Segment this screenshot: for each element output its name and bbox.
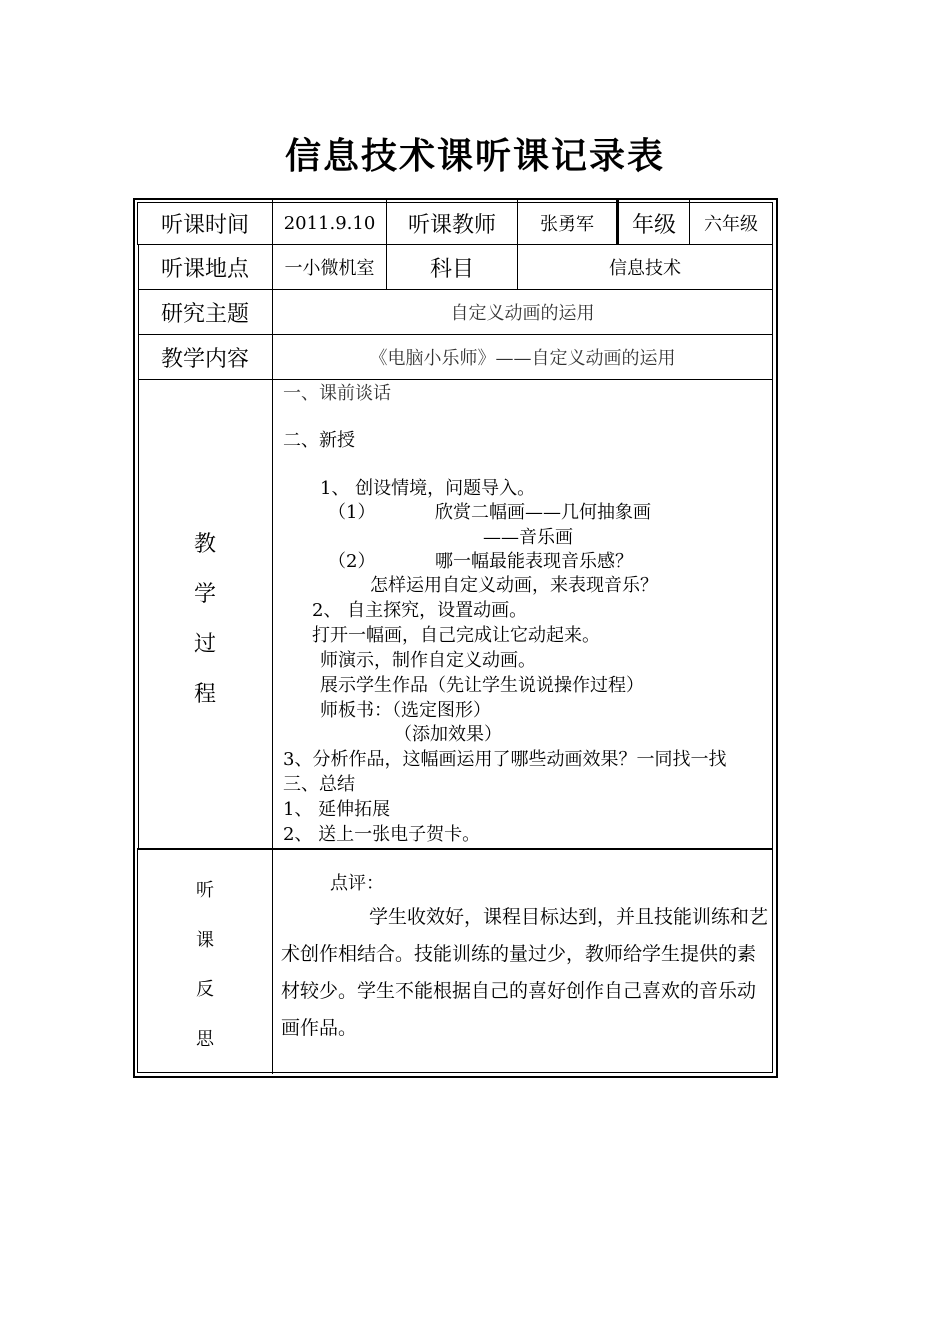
content-label: 教学内容 <box>160 346 249 372</box>
process-label-char: 教 <box>193 532 216 557</box>
process-line: 1、 延伸拓展 <box>283 799 391 820</box>
comment-body: 学生收效好，课程目标达到，并且技能训练和艺术创作相结合。技能训练的量过少，教师给学生提供的素材较少。学生不能根据自己的喜好创作自己喜欢的音乐动画作品。 <box>281 906 769 1039</box>
process-line: 3、分析作品，这幅画运用了哪些动画效果？一同找一找 <box>283 749 727 770</box>
subject-label: 科目 <box>429 256 474 282</box>
process-line: （1） <box>328 502 376 523</box>
process-line: 怎样运用自定义动画，来表现音乐？ <box>370 575 658 596</box>
teacher-label: 听课教师 <box>407 212 496 238</box>
process-label-char: 过 <box>193 632 216 657</box>
topic-value: 自定义动画的运用 <box>450 303 595 324</box>
process-line: ——音乐画 <box>483 527 573 548</box>
reflection-label-char: 反 <box>196 979 214 1000</box>
process-label-char: 程 <box>193 682 216 707</box>
grade-label: 年级 <box>631 212 676 238</box>
process-line: 一、课前谈话 <box>283 383 391 404</box>
process-line: （添加效果） <box>394 724 502 745</box>
teacher-value: 张勇军 <box>540 214 594 235</box>
comment-title: 点评： <box>330 873 384 894</box>
process-line: 2、 自主探究，设置动画。 <box>312 600 528 621</box>
reflection-label-char: 听 <box>196 880 214 901</box>
time-label: 听课时间 <box>160 212 249 238</box>
reflection-label-char: 思 <box>196 1029 214 1050</box>
process-line: 三、总结 <box>283 774 355 795</box>
place-label: 听课地点 <box>160 256 249 282</box>
time-value: 2011.9.10 <box>283 212 376 234</box>
process-label-char: 学 <box>193 582 216 607</box>
process-line: 展示学生作品（先让学生说说操作过程） <box>320 675 644 696</box>
process-line: 打开一幅画，自己完成让它动起来。 <box>312 625 600 646</box>
reflection-label-char: 课 <box>196 930 214 951</box>
process-line: 欣赏二幅画——几何抽象画 <box>435 502 651 523</box>
process-line: 师板书：（选定图形） <box>320 700 491 721</box>
grade-value: 六年级 <box>704 214 758 235</box>
process-line: 二、新授 <box>283 430 355 451</box>
place-value: 一小微机室 <box>284 258 375 279</box>
process-line: 师演示，制作自定义动画。 <box>320 650 536 671</box>
process-line: 哪一幅最能表现音乐感？ <box>435 551 633 572</box>
process-line: （2） <box>328 551 376 572</box>
page-title: 信息技术课听课记录表 <box>284 135 665 177</box>
content-value: 《电脑小乐师》——自定义动画的运用 <box>369 348 676 369</box>
subject-value: 信息技术 <box>609 258 681 279</box>
process-line: 2、 送上一张电子贺卡。 <box>283 824 481 845</box>
process-line: 1、 创设情境，问题导入。 <box>320 478 536 499</box>
topic-label: 研究主题 <box>160 301 249 327</box>
